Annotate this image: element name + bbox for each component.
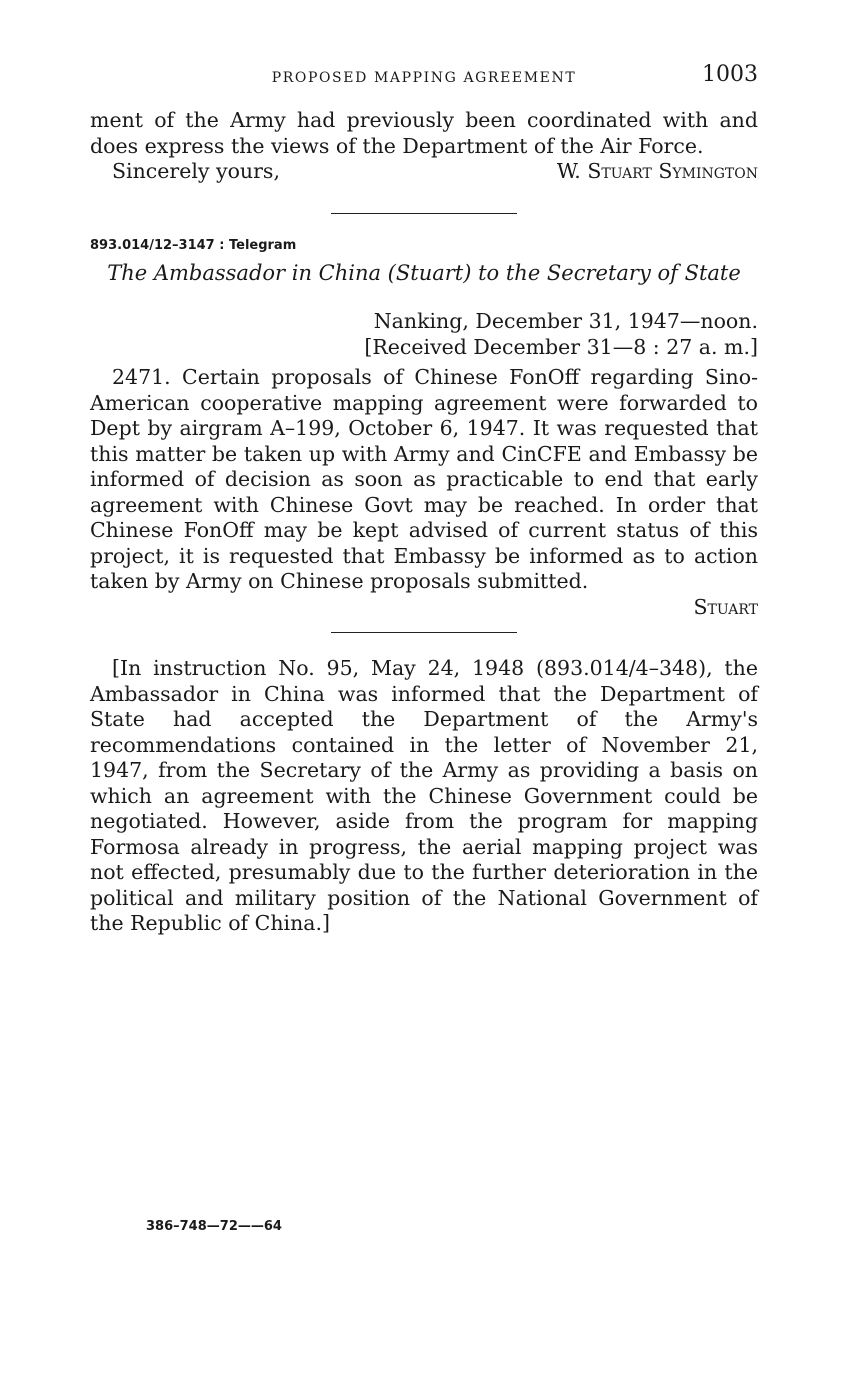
letter-closing [90, 159, 758, 185]
document-title: The Ambassador in China (Stuart) to the Secretary of State [107, 261, 741, 285]
section-divider [331, 213, 517, 214]
file-reference: 893.014/12–3147 : Telegram [90, 238, 297, 253]
place-date: Nanking, December 31, 1947—noon. [373, 309, 758, 333]
running-head: PROPOSED MAPPING AGREEMENT [271, 70, 577, 86]
closing-phrase: Sincerely yours, [112, 159, 280, 183]
telegram-signature: Stuart [693, 595, 758, 619]
page-number: 1003 [702, 62, 758, 87]
continuation-paragraph: ment of the Army had previously been coordinated with and does express the views of the Department of the Air Force. [90, 108, 758, 158]
received-line: [Received December 31—8 : 27 a. m.] [364, 334, 758, 359]
telegram-body: 2471. Certain proposals of Chinese FonOff regarding Sino-American cooperative mapping agreement were forwarded to Dept by airgram A–199, October 6, 1947. It was requested that this matter be taken up with Army and CinCFE and Embassy be informed of decision as soon as practicable to end that early agreement with Chinese Govt may be reached. In order that Chinese FonOff may be kept advised of current status of this project, it is requested that Embassy be informed as to action taken by Army on Chinese proposals submitted. [90, 365, 758, 593]
editorial-note: [In instruction No. 95, May 24, 1948 (893.014/4–348), the Ambassador in China was informed that the Department of State had accepted the Department of the Army's recommendations contained in the letter of November 21, 1947, from the Secretary of the Army as providing a basis on which an agreement with the Chinese Government could be negotiated. However, aside from the program for mapping Formosa already in progress, the aerial mapping project was not effected, presumably due to the further deterioration in the political and military position of the National Government of the Republic of China.] [90, 656, 758, 935]
page-header [90, 62, 758, 92]
dateline [90, 309, 758, 360]
letter-signature: W. Stuart Symington [556, 159, 758, 183]
print-code: 386–748—72——64 [146, 1219, 282, 1234]
section-divider-2 [331, 632, 517, 633]
